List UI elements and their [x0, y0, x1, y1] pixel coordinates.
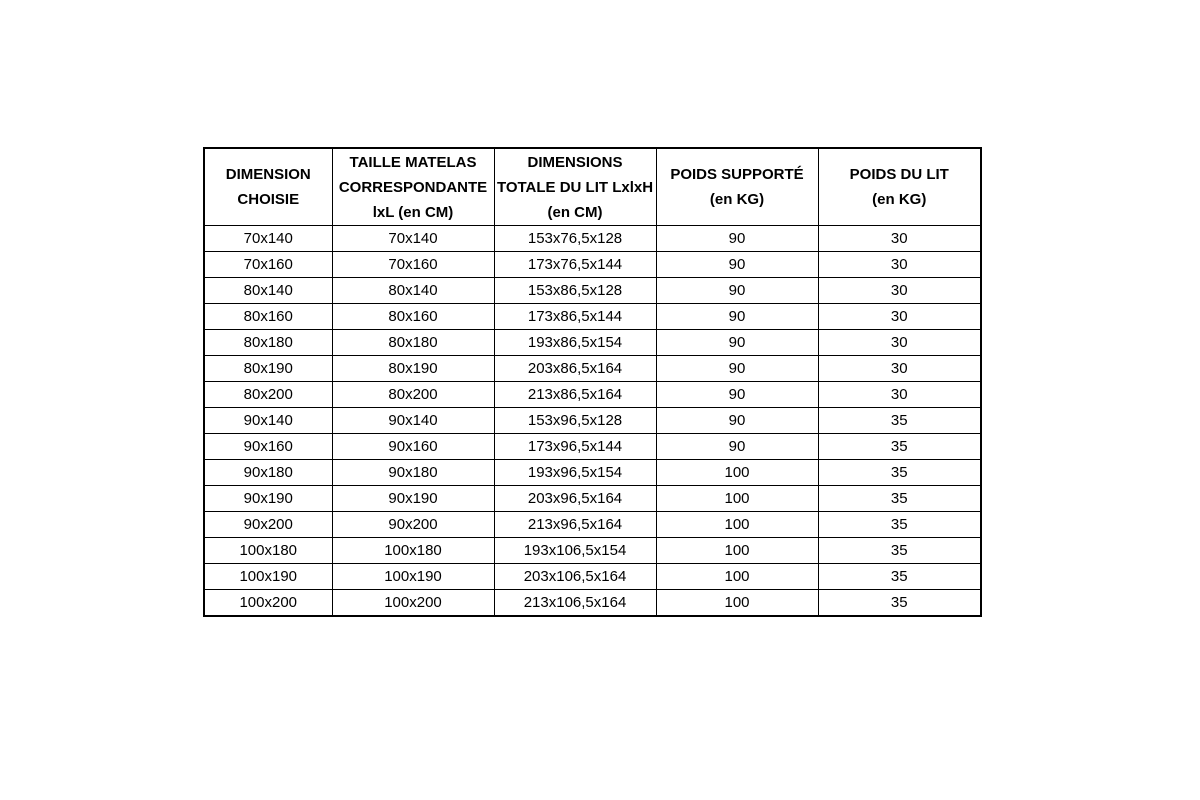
cell-total-dimensions: 203x86,5x164: [494, 356, 656, 382]
cell-dimension: 90x190: [204, 486, 332, 512]
table-row: [204, 356, 981, 382]
cell-dimension: 90x140: [204, 408, 332, 434]
table-row: [204, 278, 981, 304]
header-poids-du-lit: POIDS DU LIT (en KG): [818, 148, 981, 226]
table-row: [204, 460, 981, 486]
cell-mattress-size: 100x200: [332, 590, 494, 617]
table-row: [204, 330, 981, 356]
table-row: [204, 590, 981, 617]
cell-mattress-size: 100x180: [332, 538, 494, 564]
cell-total-dimensions: 193x106,5x154: [494, 538, 656, 564]
cell-dimension: 90x200: [204, 512, 332, 538]
cell-bed-weight: 35: [818, 512, 981, 538]
cell-supported-weight: 90: [656, 304, 818, 330]
cell-supported-weight: 100: [656, 538, 818, 564]
cell-bed-weight: 35: [818, 538, 981, 564]
cell-bed-weight: 30: [818, 304, 981, 330]
cell-mattress-size: 100x190: [332, 564, 494, 590]
cell-mattress-size: 70x140: [332, 226, 494, 252]
cell-dimension: 80x190: [204, 356, 332, 382]
table-row: [204, 382, 981, 408]
cell-bed-weight: 30: [818, 382, 981, 408]
table-row: [204, 252, 981, 278]
cell-bed-weight: 35: [818, 564, 981, 590]
cell-dimension: 80x160: [204, 304, 332, 330]
cell-mattress-size: 90x180: [332, 460, 494, 486]
cell-total-dimensions: 213x86,5x164: [494, 382, 656, 408]
table-row: [204, 304, 981, 330]
table-row: [204, 512, 981, 538]
header-dimension-choisie: DIMENSION CHOISIE: [204, 148, 332, 226]
cell-total-dimensions: 213x106,5x164: [494, 590, 656, 617]
cell-supported-weight: 100: [656, 564, 818, 590]
cell-supported-weight: 90: [656, 408, 818, 434]
cell-dimension: 90x180: [204, 460, 332, 486]
table-row: [204, 538, 981, 564]
cell-total-dimensions: 173x96,5x144: [494, 434, 656, 460]
cell-supported-weight: 100: [656, 590, 818, 617]
cell-dimension: 100x180: [204, 538, 332, 564]
cell-supported-weight: 90: [656, 252, 818, 278]
cell-dimension: 80x180: [204, 330, 332, 356]
table-row: [204, 226, 981, 252]
cell-dimension: 80x200: [204, 382, 332, 408]
cell-bed-weight: 35: [818, 434, 981, 460]
cell-total-dimensions: 203x96,5x164: [494, 486, 656, 512]
cell-dimension: 100x190: [204, 564, 332, 590]
cell-bed-weight: 35: [818, 486, 981, 512]
cell-dimension: 100x200: [204, 590, 332, 617]
cell-supported-weight: 100: [656, 486, 818, 512]
cell-mattress-size: 90x140: [332, 408, 494, 434]
cell-total-dimensions: 173x76,5x144: [494, 252, 656, 278]
cell-total-dimensions: 193x86,5x154: [494, 330, 656, 356]
cell-mattress-size: 70x160: [332, 252, 494, 278]
cell-total-dimensions: 153x86,5x128: [494, 278, 656, 304]
cell-bed-weight: 30: [818, 278, 981, 304]
table-body: [204, 226, 981, 617]
cell-dimension: 80x140: [204, 278, 332, 304]
cell-dimension: 70x140: [204, 226, 332, 252]
header-taille-matelas: TAILLE MATELAS CORRESPONDANTE lxL (en CM): [332, 148, 494, 226]
cell-total-dimensions: 213x96,5x164: [494, 512, 656, 538]
cell-supported-weight: 100: [656, 512, 818, 538]
table-row: [204, 408, 981, 434]
cell-mattress-size: 80x140: [332, 278, 494, 304]
cell-supported-weight: 90: [656, 356, 818, 382]
table-row: [204, 434, 981, 460]
cell-total-dimensions: 193x96,5x154: [494, 460, 656, 486]
cell-supported-weight: 90: [656, 382, 818, 408]
spec-table-container: [203, 147, 980, 617]
cell-bed-weight: 30: [818, 330, 981, 356]
cell-mattress-size: 90x160: [332, 434, 494, 460]
cell-supported-weight: 90: [656, 278, 818, 304]
bed-dimensions-table: [203, 147, 982, 617]
header-poids-supporte: POIDS SUPPORTÉ (en KG): [656, 148, 818, 226]
cell-supported-weight: 90: [656, 434, 818, 460]
cell-mattress-size: 80x180: [332, 330, 494, 356]
cell-dimension: 90x160: [204, 434, 332, 460]
cell-dimension: 70x160: [204, 252, 332, 278]
table-header: [204, 148, 981, 226]
cell-mattress-size: 80x190: [332, 356, 494, 382]
cell-total-dimensions: 173x86,5x144: [494, 304, 656, 330]
cell-bed-weight: 30: [818, 356, 981, 382]
table-row: [204, 564, 981, 590]
table-row: [204, 486, 981, 512]
cell-bed-weight: 30: [818, 252, 981, 278]
cell-supported-weight: 90: [656, 330, 818, 356]
header-dimensions-totale: DIMENSIONS TOTALE DU LIT LxlxH (en CM): [494, 148, 656, 226]
cell-total-dimensions: 203x106,5x164: [494, 564, 656, 590]
cell-bed-weight: 35: [818, 408, 981, 434]
cell-mattress-size: 80x160: [332, 304, 494, 330]
cell-bed-weight: 30: [818, 226, 981, 252]
cell-mattress-size: 90x200: [332, 512, 494, 538]
cell-total-dimensions: 153x76,5x128: [494, 226, 656, 252]
cell-mattress-size: 80x200: [332, 382, 494, 408]
cell-supported-weight: 90: [656, 226, 818, 252]
header-row: [204, 148, 981, 226]
cell-mattress-size: 90x190: [332, 486, 494, 512]
cell-supported-weight: 100: [656, 460, 818, 486]
cell-bed-weight: 35: [818, 460, 981, 486]
cell-total-dimensions: 153x96,5x128: [494, 408, 656, 434]
cell-bed-weight: 35: [818, 590, 981, 617]
